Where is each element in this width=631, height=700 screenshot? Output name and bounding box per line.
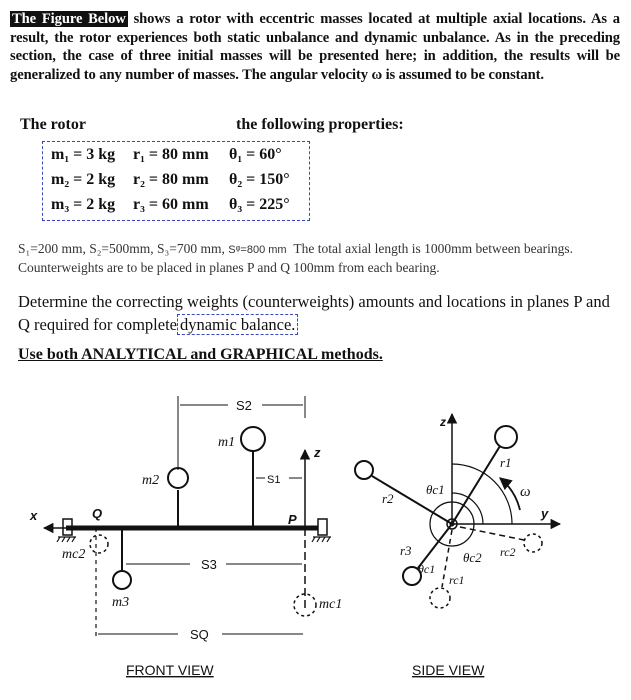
mc2-counterweight [90,535,108,553]
s3-label: S3 [201,557,217,572]
r2-label: r2 [382,491,394,506]
m3-label: m3 [112,595,130,610]
r1-mass [495,426,517,448]
intro-highlight: The Figure Below [12,11,126,27]
rc2-label: rc2 [500,545,516,559]
left-ground [57,537,76,542]
angle-3: θ₃ = 225° [229,196,290,213]
side-z-label: z [440,415,446,429]
s2-label: S2 [236,398,252,413]
m3-mass [113,571,131,589]
rc1-label: rc1 [449,573,465,587]
theta-c1-low-label: θc1 [418,562,436,576]
intro-text: shows a rotor with eccentric masses located at multiple axial locations. As a result, the rotor experiences both static unbalance and dynamic unbalance. As in the preceding section, the case of three initial masses will be presented here; in addition, the results will be generalized to any number of masses. The angular velocity ω is assumed to be constant. [10,11,620,83]
r1-arm [452,446,500,524]
mass-1: m₁ = 3 kg [51,146,116,163]
rotor-label: The rotor [20,116,86,133]
m1-mass [241,427,265,451]
task-text: Determine the correcting weights (counterweights) amounts and locations in planes P and Q required for complete [18,292,610,334]
x-label: x [30,508,38,523]
p-label: P [288,512,297,527]
mc1-label: mc1 [319,597,343,612]
spacing-sq: Sᵠ=800 mm [228,244,287,256]
m2-mass [168,468,188,488]
rc2-counterweight [524,534,542,552]
side-y-label: y [541,506,549,521]
properties-label: the following properties: [236,116,404,133]
m2-label: m2 [142,473,160,488]
task-boxed: dynamic balance. [177,314,298,335]
radius-2: r₂ = 80 mm [133,171,209,188]
mass-2: m₂ = 2 kg [51,171,116,188]
r1-label: r1 [500,455,512,470]
angle-2: θ₂ = 150° [229,171,290,188]
spacing-s-values: S₁=200 mm, S₂=500mm, S₃=700 mm, [18,241,225,256]
mass-3: m₃ = 2 kg [51,196,116,213]
radius-1: r₁ = 80 mm [133,146,209,163]
right-ground [312,537,331,542]
front-view-caption: FRONT VIEW [126,662,214,678]
sq-label: SQ [190,627,209,642]
hub-center [451,523,454,526]
omega-arrow [500,478,520,510]
theta-c2-label: θc2 [463,550,482,565]
rc1-counterweight [430,588,450,608]
r2-mass [355,461,373,479]
theta-c1-label: θc1 [426,482,445,497]
mc2-label: mc2 [62,547,86,562]
q-label: Q [92,506,103,521]
omega-label: ω [520,484,531,500]
s1-label: S1 [267,474,281,486]
m1-label: m1 [218,435,236,450]
angle-1: θ₁ = 60° [229,146,282,163]
methods-heading: Use both ANALYTICAL and GRAPHICAL methods. [18,346,383,363]
radius-3: r₃ = 60 mm [133,196,209,213]
r3-label: r3 [400,543,412,558]
spacing-rest: The total axial length is 1000mm between bearings. Counterweights are to be placed in planes P and Q 100mm from each bearing. [18,241,574,275]
right-bearing [318,519,327,535]
z-label: z [314,445,321,460]
side-view-caption: SIDE VIEW [412,662,485,678]
